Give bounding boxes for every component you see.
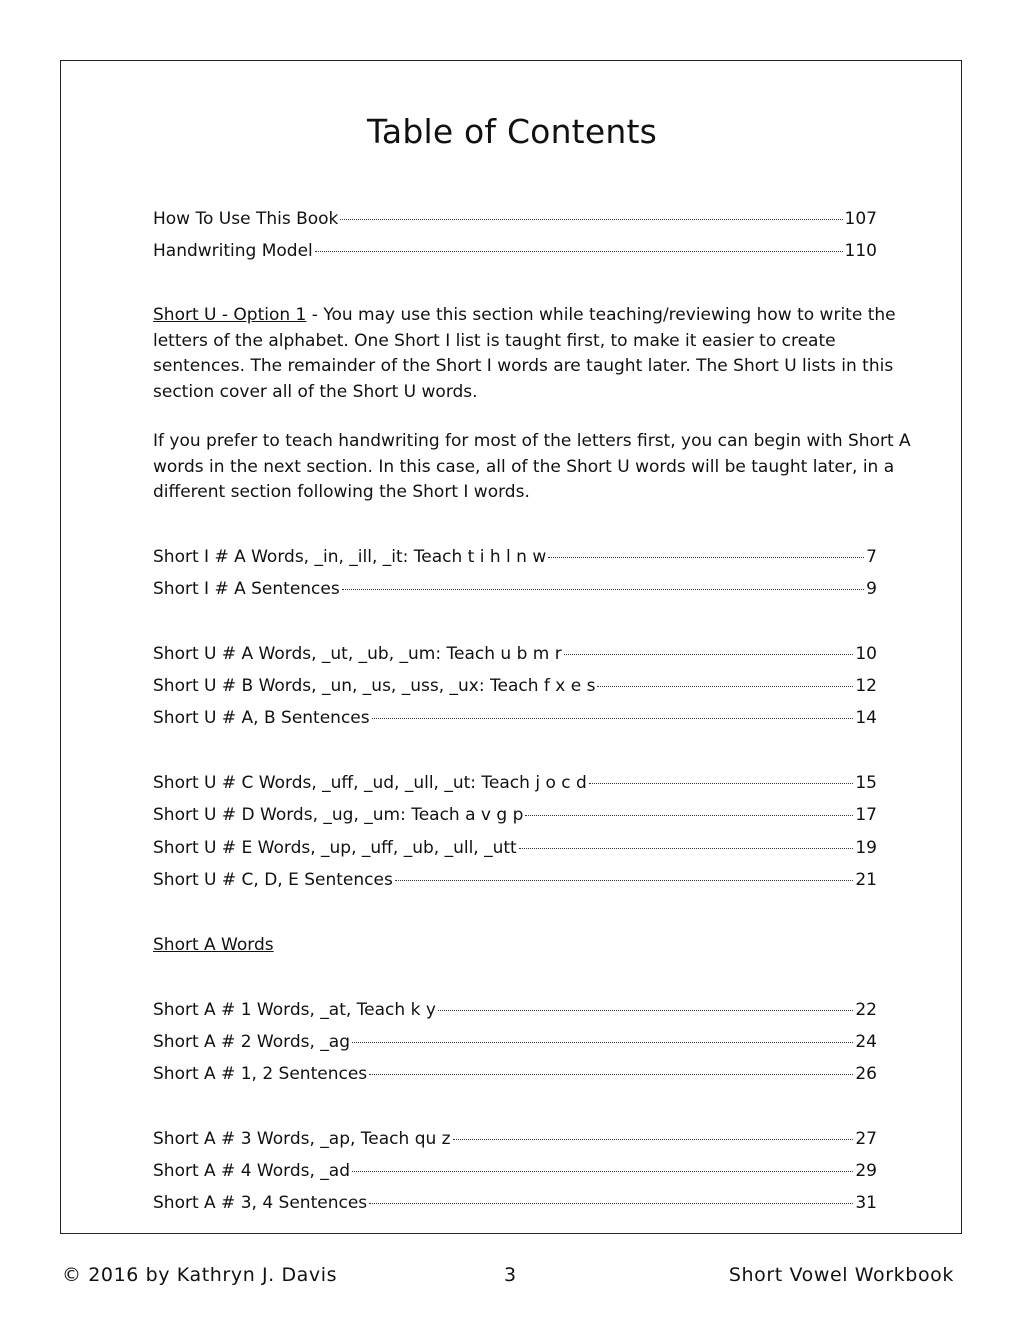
toc-entry-label: Short I # A Words, _in, _ill, _it: Teach t i h l n w	[153, 547, 547, 567]
footer-copyright: © 2016 by Kathryn J. Davis	[62, 1264, 338, 1286]
toc-entry-label: Handwriting Model	[153, 241, 313, 261]
dot-leader	[369, 1203, 853, 1204]
toc-entry-label: Short A # 1, 2 Sentences	[153, 1064, 368, 1084]
toc-entry[interactable]	[153, 578, 877, 600]
toc-entry[interactable]	[153, 1128, 877, 1150]
toc-entry-label: Short I # A Sentences	[153, 579, 340, 599]
dot-leader	[525, 815, 853, 816]
dot-leader	[453, 1139, 854, 1140]
toc-entry[interactable]	[153, 707, 877, 729]
toc-entry[interactable]	[153, 1160, 877, 1182]
toc-entry[interactable]	[153, 804, 877, 826]
dot-leader	[342, 589, 864, 590]
toc-entry-label: Short A # 1 Words, _at, Teach k y	[153, 1000, 436, 1020]
toc-entry[interactable]	[153, 240, 877, 262]
dot-leader	[340, 219, 842, 220]
option1-paragraph	[153, 303, 913, 405]
toc-entry[interactable]	[153, 869, 877, 891]
toc-entry-page: 12	[855, 676, 877, 696]
toc-entry-page: 24	[855, 1032, 877, 1052]
dot-leader	[352, 1042, 853, 1043]
dot-leader	[315, 251, 843, 252]
footer-page-number: 3	[504, 1264, 517, 1286]
toc-entry-label: Short A # 3 Words, _ap, Teach qu z	[153, 1129, 451, 1149]
toc-entry-page: 22	[855, 1000, 877, 1020]
toc-entry-label: Short U # E Words, _up, _uff, _ub, _ull, _utt	[153, 838, 517, 858]
toc-entry-page: 17	[855, 805, 877, 825]
toc-entry-label: Short U # C, D, E Sentences	[153, 870, 393, 890]
dot-leader	[548, 557, 864, 558]
short-a-heading: Short A Words	[153, 935, 274, 955]
dot-leader	[369, 1074, 853, 1075]
toc-entry-page: 14	[855, 708, 877, 728]
toc-entry-page: 7	[866, 547, 877, 567]
toc-entry-page: 107	[844, 209, 877, 229]
option1-heading: Short U - Option 1	[153, 305, 307, 325]
dot-leader	[395, 880, 854, 881]
page-title: Table of Contents	[367, 112, 657, 151]
option1-text: - You may use this section while teaching/reviewing how to write the letters of the alphabet. One Short I list is taught first, to make it easier to create sentences. The remainder of the Short I words are taught later. The Short U lists in this section cover all of the Short U words.	[153, 305, 896, 402]
toc-entry-label: Short A # 4 Words, _ad	[153, 1161, 350, 1181]
toc-entry-page: 110	[844, 241, 877, 261]
toc-entry-label: Short U # C Words, _uff, _ud, _ull, _ut: Teach j o c d	[153, 773, 587, 793]
toc-entry-label: How To Use This Book	[153, 209, 339, 229]
toc-entry[interactable]	[153, 772, 877, 794]
option1-note-paragraph: If you prefer to teach handwriting for most of the letters first, you can begin with Short A words in the next section. In this case, all of the Short U words will be taught later, in a different section following the Short I words.	[153, 431, 911, 502]
toc-entry[interactable]	[153, 837, 877, 859]
toc-entry-page: 21	[855, 870, 877, 890]
toc-entry[interactable]	[153, 675, 877, 697]
toc-entry-page: 19	[855, 838, 877, 858]
toc-entry-page: 29	[855, 1161, 877, 1181]
dot-leader	[519, 848, 854, 849]
dot-leader	[352, 1171, 853, 1172]
dot-leader	[589, 783, 854, 784]
toc-entry[interactable]	[153, 546, 877, 568]
toc-entry[interactable]	[153, 1063, 877, 1085]
toc-entry-page: 10	[855, 644, 877, 664]
dot-leader	[438, 1010, 853, 1011]
toc-entry-label: Short U # A Words, _ut, _ub, _um: Teach u b m r	[153, 644, 562, 664]
toc-entry-page: 27	[855, 1129, 877, 1149]
toc-entry[interactable]	[153, 208, 877, 230]
toc-entry[interactable]	[153, 999, 877, 1021]
toc-entry[interactable]	[153, 643, 877, 665]
toc-entry-label: Short U # D Words, _ug, _um: Teach a v g p	[153, 805, 524, 825]
dot-leader	[564, 654, 854, 655]
toc-entry-label: Short U # A, B Sentences	[153, 708, 370, 728]
toc-entry-label: Short A # 3, 4 Sentences	[153, 1193, 368, 1213]
toc-entry[interactable]	[153, 1031, 877, 1053]
toc-entry[interactable]	[153, 1192, 877, 1214]
dot-leader	[597, 686, 853, 687]
toc-entry-page: 31	[855, 1193, 877, 1213]
toc-entry-label: Short U # B Words, _un, _us, _uss, _ux: Teach f x e s	[153, 676, 596, 696]
toc-entry-page: 26	[855, 1064, 877, 1084]
footer-book-title: Short Vowel Workbook	[728, 1264, 954, 1286]
toc-entry-label: Short A # 2 Words, _ag	[153, 1032, 350, 1052]
toc-entry-page: 15	[855, 773, 877, 793]
toc-entry-page: 9	[866, 579, 877, 599]
dot-leader	[372, 718, 854, 719]
